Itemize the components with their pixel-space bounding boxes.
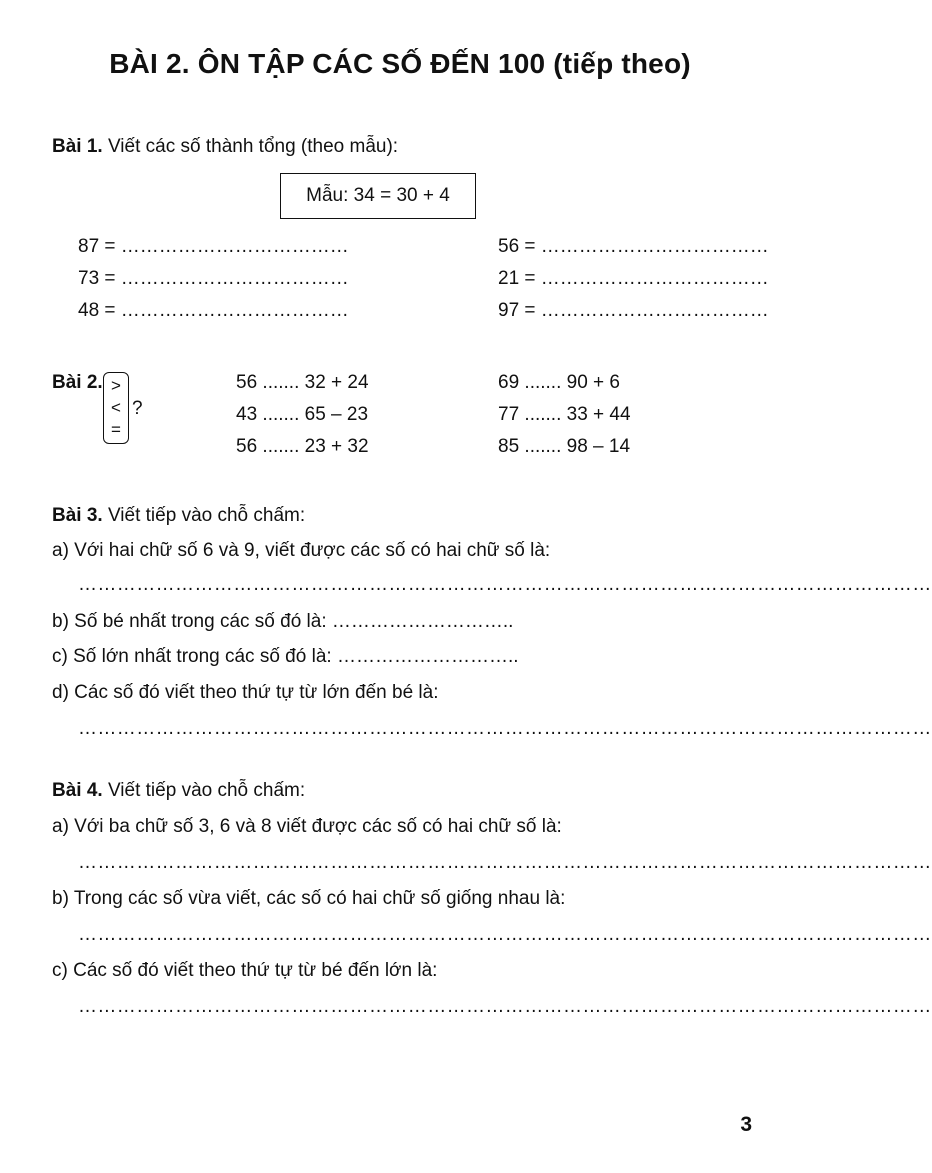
bai2-right-1[interactable]: 69 ....... 90 + 6 <box>498 372 620 393</box>
bai4-question-a: a) Với ba chữ số 3, 6 và 8 viết được các số có hai chữ số là: <box>52 816 562 837</box>
comparison-signs-box <box>103 372 129 444</box>
bai2-left-3[interactable]: 56 ....... 23 + 32 <box>236 436 369 457</box>
question-mark: ? <box>132 398 143 419</box>
bai3-question-c[interactable]: c) Số lớn nhất trong các số đó là: ……………………….. <box>52 646 519 667</box>
bai2-right-3[interactable]: 85 ....... 98 – 14 <box>498 436 631 457</box>
greater-than-sign: > <box>111 376 121 395</box>
bai4-answer-c-line[interactable]: …………………………………………………………………………………………………………………… <box>78 996 932 1017</box>
bai4-question-b: b) Trong các số vừa viết, các số có hai chữ số giống nhau là: <box>52 888 566 909</box>
bai1-label: Bài 1. <box>52 136 103 157</box>
page-title: BÀI 2. ÔN TẬP CÁC SỐ ĐẾN 100 (tiếp theo) <box>109 48 691 79</box>
bai1-left-1[interactable]: 87 = ……………………………… <box>78 236 349 257</box>
bai1-right-1[interactable]: 56 = ……………………………… <box>498 236 769 257</box>
bai3-instruction: Viết tiếp vào chỗ chấm: <box>102 505 306 526</box>
bai1-heading <box>52 136 398 158</box>
page-number: 3 <box>740 1113 752 1136</box>
bai3-question-b[interactable]: b) Số bé nhất trong các số đó là: ……………………….. <box>52 611 514 632</box>
bai4-question-c: c) Các số đó viết theo thứ tự từ bé đến lớn là: <box>52 960 438 981</box>
sample-box <box>280 173 476 219</box>
bai4-answer-a-line[interactable]: …………………………………………………………………………………………………………………… <box>78 852 932 873</box>
bai3-answer-d-line[interactable]: …………………………………………………………………………………………………………………… <box>78 718 932 739</box>
bai4-heading <box>52 780 305 802</box>
equals-sign: = <box>111 420 121 439</box>
bai1-right-3[interactable]: 97 = ……………………………… <box>498 300 769 321</box>
bai4-label: Bài 4. <box>52 780 103 801</box>
bai2-left-1[interactable]: 56 ....... 32 + 24 <box>236 372 369 393</box>
bai2-left-2[interactable]: 43 ....... 65 – 23 <box>236 404 369 425</box>
bai3-question-a: a) Với hai chữ số 6 và 9, viết được các số có hai chữ số là: <box>52 540 551 561</box>
bai2-label: Bài 2. <box>52 372 103 393</box>
bai3-answer-a-line[interactable]: …………………………………………………………………………………………………………………… <box>78 574 932 595</box>
less-than-sign: < <box>111 398 121 417</box>
sample-text: Mẫu: 34 = 30 + 4 <box>306 185 450 206</box>
bai3-question-d: d) Các số đó viết theo thứ tự từ lớn đến bé là: <box>52 682 439 703</box>
bai4-answer-b-line[interactable]: …………………………………………………………………………………………………………………… <box>78 924 932 945</box>
bai3-heading <box>52 505 305 527</box>
bai3-label: Bài 3. <box>52 505 103 526</box>
bai4-instruction: Viết tiếp vào chỗ chấm: <box>102 780 306 801</box>
bai1-left-3[interactable]: 48 = ……………………………… <box>78 300 349 321</box>
bai1-right-2[interactable]: 21 = ……………………………… <box>498 268 769 289</box>
bai1-instruction: Viết các số thành tổng (theo mẫu): <box>102 136 399 157</box>
bai1-left-2[interactable]: 73 = ……………………………… <box>78 268 349 289</box>
bai2-right-2[interactable]: 77 ....... 33 + 44 <box>498 404 631 425</box>
